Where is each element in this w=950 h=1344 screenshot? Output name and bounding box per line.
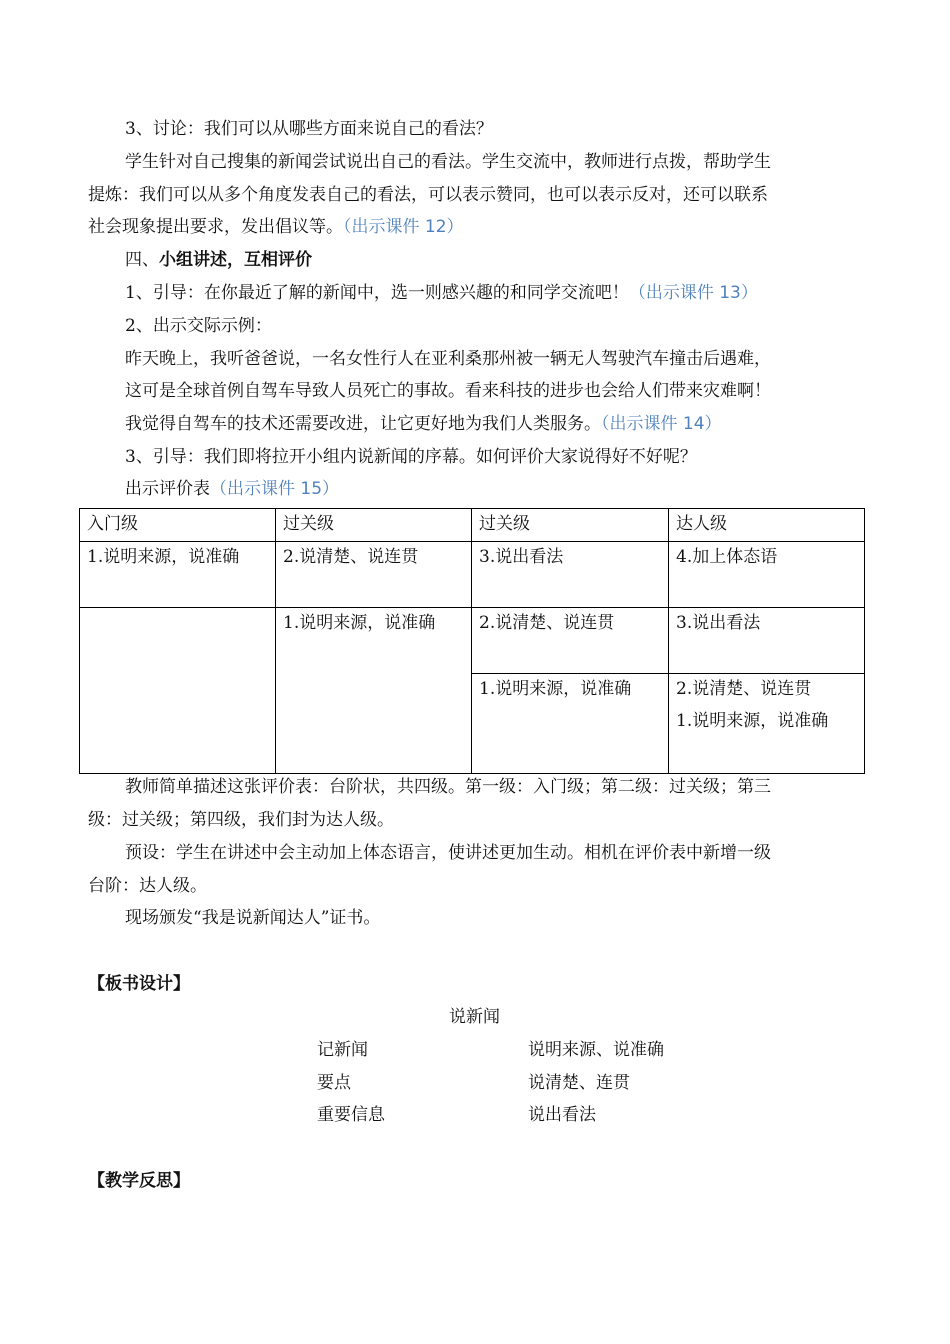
- table-cell: 4.加上体态语: [669, 542, 865, 608]
- paragraph-line: 台阶：达人级。: [88, 876, 207, 896]
- table-cell: 3.说出看法: [472, 542, 669, 608]
- paragraph-line: [125, 282, 758, 304]
- paragraph-line: 教师简单描述这张评价表：台阶状，共四级。第一级：入门级；第二级：过关级；第三: [125, 777, 771, 797]
- board-right-item: 说明来源、说准确: [528, 1040, 664, 1060]
- table-cell: 2.说清楚、说连贯: [276, 542, 472, 608]
- board-title: 说新闻: [449, 1007, 500, 1027]
- example-line: 昨天晚上，我听爸爸说，一名女性行人在亚利桑那州被一辆无人驾驶汽车撞击后遇难，: [125, 349, 771, 369]
- example-line: [125, 413, 722, 435]
- table-header: 入门级: [80, 509, 276, 542]
- paragraph-line: [88, 216, 464, 238]
- courseware-ref: （出示课件 12）: [343, 217, 464, 237]
- section-heading: [125, 249, 312, 271]
- table-header: 达人级: [669, 509, 865, 542]
- table-row: [80, 542, 865, 608]
- paragraph-line: 现场颁发“我是说新闻达人”证书。: [125, 908, 381, 928]
- table-cell: [669, 674, 865, 774]
- paragraph-text: 1、引导：在你最近了解的新闻中，选一则感兴趣的和同学交流吧！: [125, 283, 629, 303]
- courseware-ref: （出示课件 13）: [628, 283, 758, 303]
- table-cell: 1.说明来源，说准确: [276, 608, 472, 674]
- paragraph-text: 社会现象提出要求，发出倡议等。: [88, 217, 343, 237]
- paragraph-text: 出示评价表: [125, 479, 210, 499]
- board-left-item: 要点: [317, 1073, 351, 1093]
- courseware-ref: （出示课件 15）: [210, 479, 340, 499]
- example-text: 我觉得自驾车的技术还需要改进，让它更好地为我们人类服务。: [125, 414, 601, 434]
- paragraph-line: 学生针对自己搜集的新闻尝试说出自己的看法。学生交流中，教师进行点拨，帮助学生: [125, 152, 771, 172]
- paragraph-line: 预设：学生在讲述中会主动加上体态语言，使讲述更加生动。相机在评价表中新增一级: [125, 843, 771, 863]
- table-cell: [80, 674, 276, 774]
- paragraph-line: 3、引导：我们即将拉开小组内说新闻的序幕。如何评价大家说得好不好呢？: [125, 447, 697, 467]
- board-left-item: 重要信息: [317, 1105, 385, 1125]
- table-header: 过关级: [472, 509, 669, 542]
- paragraph-line: [125, 478, 339, 500]
- section-number: 四、: [125, 250, 159, 270]
- board-right-item: 说出看法: [528, 1105, 596, 1125]
- table-row: [80, 509, 865, 542]
- paragraph-line: 提炼：我们可以从多个角度发表自己的看法，可以表示赞同，也可以表示反对，还可以联系: [88, 185, 768, 205]
- example-line: 这可是全球首例自驾车导致人员死亡的事故。看来科技的进步也会给人们带来灾难啊！: [125, 381, 771, 401]
- board-right-item: 说清楚、连贯: [528, 1073, 630, 1093]
- cell-line: 1.说明来源，说准确: [676, 711, 829, 731]
- reflection-heading: 【教学反思】: [88, 1171, 190, 1191]
- table-header: 过关级: [276, 509, 472, 542]
- table-cell: 1.说明来源，说准确: [472, 674, 669, 774]
- courseware-ref: （出示课件 14）: [601, 414, 722, 434]
- board-left-item: 记新闻: [317, 1040, 368, 1060]
- table-row: [80, 674, 865, 774]
- section-title: 小组讲述，互相评价: [159, 250, 312, 270]
- paragraph-line: 2、出示交际示例：: [125, 316, 272, 336]
- table-cell: 3.说出看法: [669, 608, 865, 674]
- table-cell: [276, 674, 472, 774]
- evaluation-table: [79, 508, 865, 774]
- discussion-prompt: 3、讨论：我们可以从哪些方面来说自己的看法？: [125, 119, 493, 139]
- table-row: [80, 608, 865, 674]
- table-cell: 1.说明来源，说准确: [80, 542, 276, 608]
- table-cell: [80, 608, 276, 674]
- board-design-heading: 【板书设计】: [88, 974, 190, 994]
- cell-line: 2.说清楚、说连贯: [676, 679, 812, 699]
- table-cell: 2.说清楚、说连贯: [472, 608, 669, 674]
- paragraph-line: 级：过关级；第四级，我们封为达人级。: [88, 810, 394, 830]
